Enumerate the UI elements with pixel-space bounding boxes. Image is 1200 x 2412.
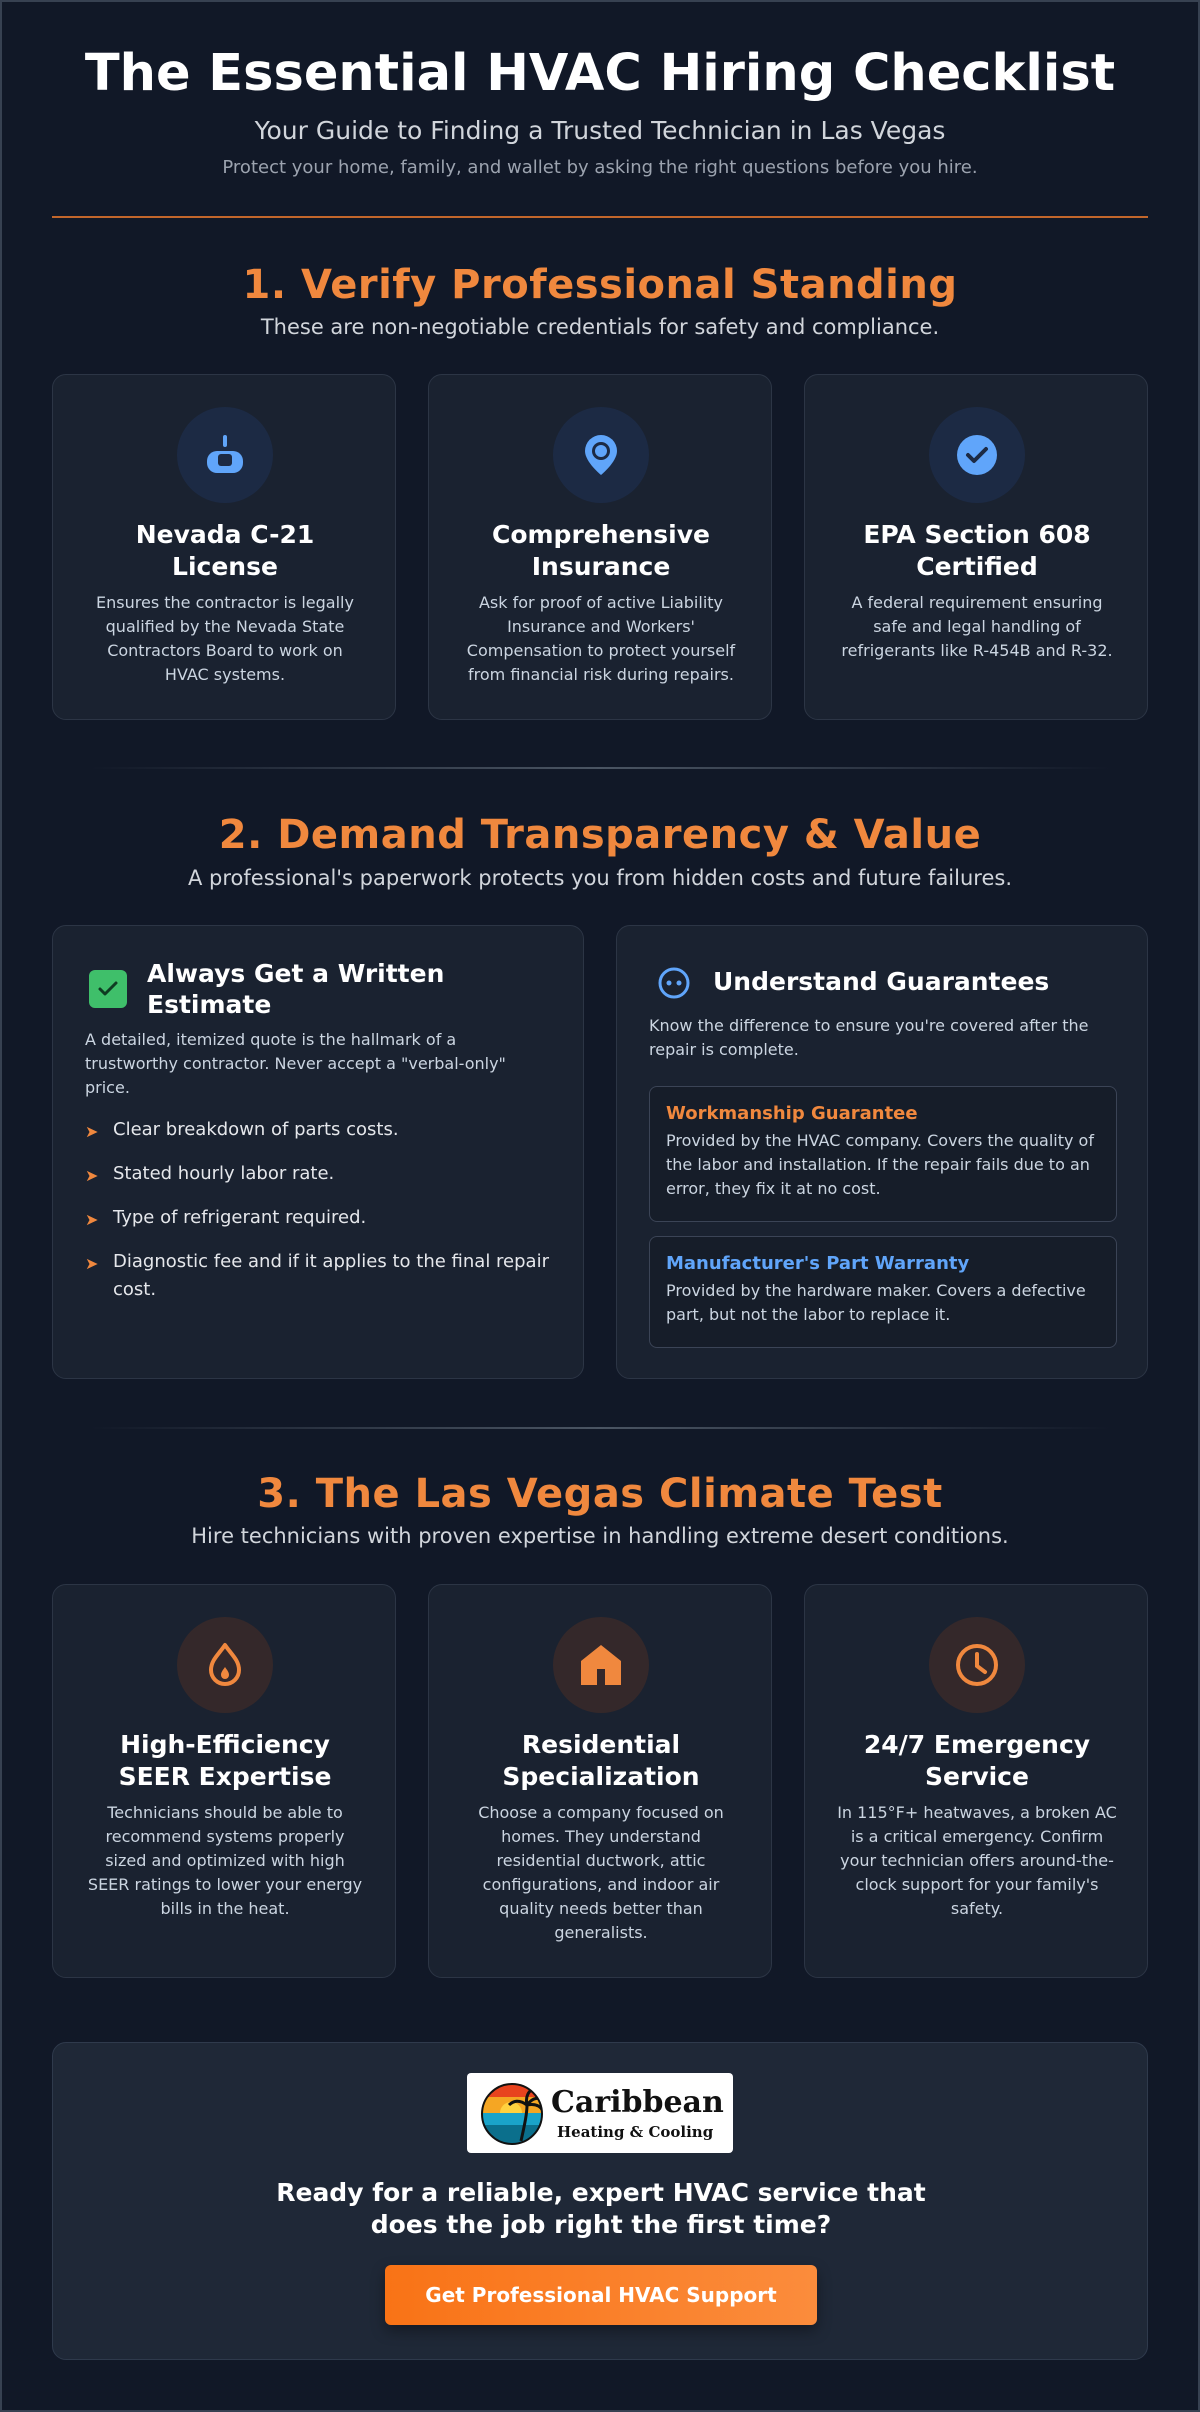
estimate-title-line2: Estimate bbox=[147, 990, 272, 1019]
arrow-icon: ➤ bbox=[85, 1210, 99, 1229]
check-circle-icon bbox=[929, 407, 1025, 503]
card-title-line2: Service bbox=[925, 1762, 1029, 1791]
section-divider bbox=[90, 767, 1110, 769]
section1-subtitle: These are non-negotiable credentials for safety and compliance. bbox=[260, 315, 940, 339]
estimate-title: Always Get a Written bbox=[147, 959, 445, 988]
license-badge-icon bbox=[177, 407, 273, 503]
dots-circle-icon bbox=[657, 966, 691, 1000]
estimate-card: Always Get a Written Estimate A detailed, itemized quote is the hallmark of a trustworthy contractor. Never accept a "verbal-only" price. ➤ Clear breakdown of parts costs. ➤ Stated hourly labor rate. ➤ Type of refrigerant required. ➤ Diagnostic fee and if it applies to the final repair cost. bbox=[52, 925, 584, 1379]
climate-card-emergency bbox=[804, 1584, 1148, 1978]
page-title: The Essential HVAC Hiring Checklist bbox=[84, 44, 1116, 103]
card-title-line2: Specialization bbox=[502, 1762, 700, 1791]
page-note: Protect your home, family, and wallet by asking the right questions before you hire. bbox=[222, 157, 978, 178]
warranty-title: Manufacturer's Part Warranty bbox=[666, 1253, 970, 1274]
credential-card-insurance bbox=[428, 374, 772, 720]
logo-name: Caribbean bbox=[551, 2085, 724, 2120]
estimate-text: A detailed, itemized quote is the hallmark of a trustworthy contractor. Never accept a "verbal-only" price. bbox=[85, 1030, 506, 1097]
card-title: Nevada C-21 bbox=[135, 520, 315, 549]
workmanship-title: Workmanship Guarantee bbox=[666, 1103, 918, 1124]
climate-card-residential bbox=[428, 1584, 772, 1978]
credential-card-license bbox=[52, 374, 396, 720]
card-title-line2: License bbox=[172, 552, 278, 581]
card-title: 24/7 Emergency bbox=[863, 1730, 1091, 1759]
card-text: Ask for proof of active Liability Insurance and Workers' Compensation to protect yourself from financial risk during repairs. bbox=[466, 593, 736, 684]
cta-text-line1: Ready for a reliable, expert HVAC service that bbox=[276, 2178, 926, 2207]
section3-title: 3. The Las Vegas Climate Test bbox=[257, 1471, 943, 1517]
warranty-text: Provided by the hardware maker. Covers a defective part, but not the labor to replace it. bbox=[666, 1281, 1086, 1324]
arrow-icon: ➤ bbox=[85, 1254, 99, 1273]
arrow-icon: ➤ bbox=[85, 1122, 99, 1141]
section1-title: 1. Verify Professional Standing bbox=[242, 262, 958, 308]
clock-icon bbox=[929, 1617, 1025, 1713]
credential-card-epa bbox=[804, 374, 1148, 720]
workmanship-box bbox=[649, 1086, 1117, 1222]
guarantees-card bbox=[616, 925, 1148, 1379]
house-icon bbox=[553, 1617, 649, 1713]
guarantees-title: Understand Guarantees bbox=[713, 967, 1050, 996]
section2-subtitle: A professional's paperwork protects you from hidden costs and future failures. bbox=[188, 866, 1012, 890]
cta-text bbox=[53, 2177, 1149, 2241]
section2-title: 2. Demand Transparency & Value bbox=[218, 812, 982, 858]
company-logo[interactable] bbox=[467, 2073, 733, 2153]
location-pin-icon bbox=[553, 407, 649, 503]
header-divider bbox=[52, 216, 1148, 218]
get-support-button[interactable]: Get Professional HVAC Support bbox=[385, 2265, 817, 2325]
card-title: High-Efficiency bbox=[120, 1730, 330, 1759]
card-title-line2: Insurance bbox=[531, 552, 671, 581]
section3-subtitle: Hire technicians with proven expertise in handling extreme desert conditions. bbox=[191, 1524, 1009, 1548]
card-text: Technicians should be able to recommend systems properly sized and optimized with high SEER ratings to lower your energy bills in the heat. bbox=[87, 1803, 363, 1918]
flame-icon bbox=[177, 1617, 273, 1713]
card-title-line2: Certified bbox=[916, 552, 1038, 581]
card-text: Ensures the contractor is legally qualified by the Nevada State Contractors Board to work on HVAC systems. bbox=[96, 593, 354, 684]
cta-text-line2: does the job right the first time? bbox=[370, 2210, 832, 2239]
card-title: Residential bbox=[521, 1730, 681, 1759]
card-title: EPA Section 608 bbox=[863, 520, 1091, 549]
section-divider bbox=[90, 1427, 1110, 1429]
card-text: A federal requirement ensuring safe and legal handling of refrigerants like R-454B and R-32. bbox=[841, 593, 1113, 660]
warranty-box bbox=[649, 1236, 1117, 1348]
checkbox-icon bbox=[89, 970, 127, 1008]
card-text: Choose a company focused on homes. They understand residential ductwork, attic configurations, and indoor air quality needs better than generalists. bbox=[478, 1803, 724, 1942]
cta-section bbox=[52, 2042, 1148, 2360]
climate-card-seer bbox=[52, 1584, 396, 1978]
card-title: Comprehensive bbox=[491, 520, 710, 549]
workmanship-text: Provided by the HVAC company. Covers the quality of the labor and installation. If the repair fails due to an error, they fix it at no cost. bbox=[666, 1131, 1094, 1198]
card-text: In 115°F+ heatwaves, a broken AC is a critical emergency. Confirm your technician offers around-the-clock support for your family's safety. bbox=[837, 1803, 1117, 1918]
arrow-icon: ➤ bbox=[85, 1166, 99, 1185]
guarantees-text: Know the difference to ensure you're covered after the repair is complete. bbox=[649, 1016, 1089, 1059]
page-subtitle: Your Guide to Finding a Trusted Technician in Las Vegas bbox=[254, 116, 946, 145]
card-title-line2: SEER Expertise bbox=[118, 1762, 332, 1791]
sunset-island-logo-icon bbox=[481, 2083, 543, 2145]
logo-tagline: Heating & Cooling bbox=[557, 2123, 714, 2141]
